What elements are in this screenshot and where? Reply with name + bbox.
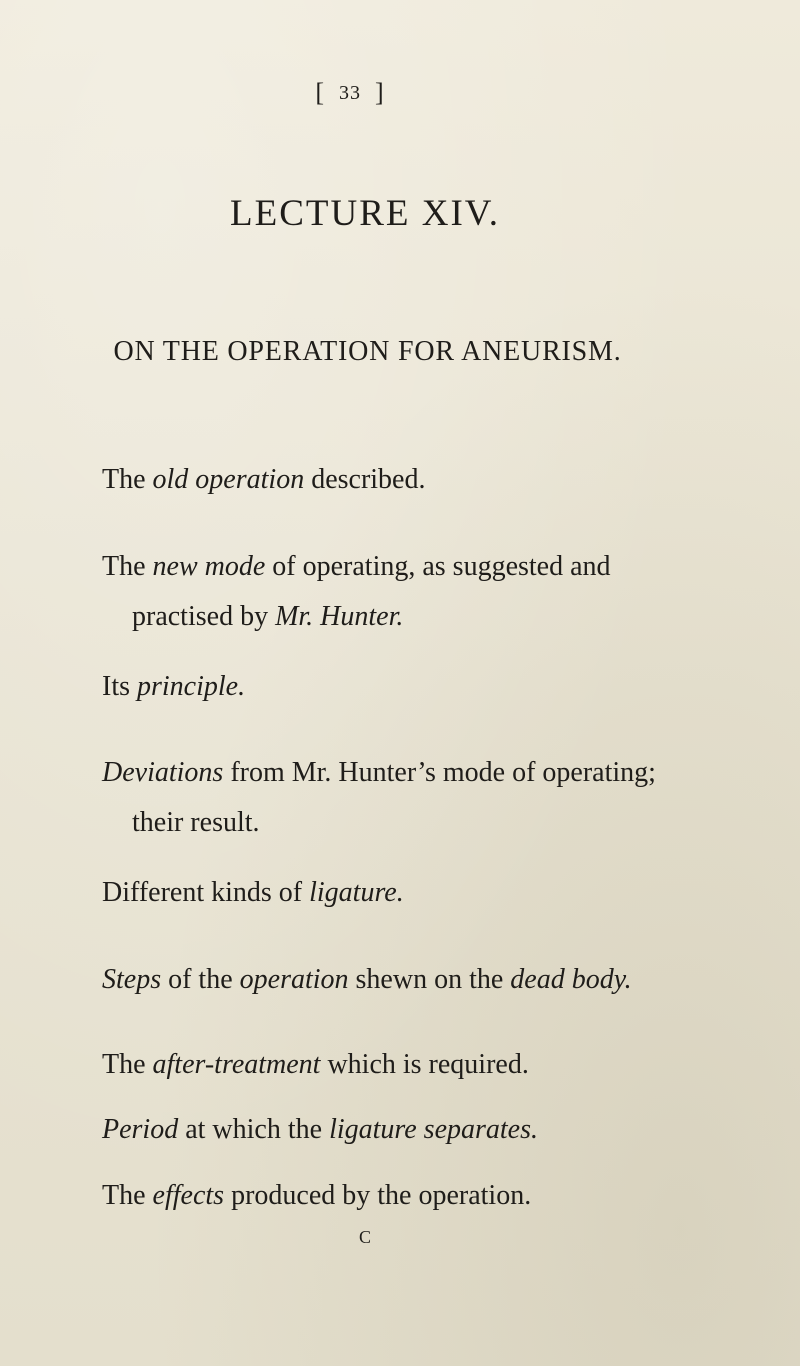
synopsis-entry: Steps of the operation shewn on the dead body.	[102, 964, 632, 995]
lecture-subtitle: ON THE OPERATION FOR ANEURISM.	[113, 336, 622, 367]
synopsis-entry: The effects produced by the operation.	[102, 1180, 532, 1211]
page-number-header	[0, 78, 700, 108]
synopsis-entry: Its principle.	[102, 671, 246, 702]
entry-continuation: practised by Mr. Hunter.	[132, 601, 404, 632]
synopsis-entry: The after-treatment which is required.	[102, 1049, 529, 1080]
signature-mark: C	[358, 1227, 371, 1247]
synopsis-entry: The new mode of operating, as suggested and practised by Mr. Hunter.	[102, 542, 611, 642]
entry-continuation: their result.	[132, 807, 260, 838]
synopsis-entry: The old operation described.	[102, 464, 426, 495]
lecture-title: LECTURE XIV.	[230, 193, 500, 234]
bracket-open: [	[315, 78, 325, 107]
synopsis-entry: Period at which the ligature separates.	[102, 1114, 539, 1145]
bracket-close: ]	[375, 78, 385, 107]
synopsis-entry: Different kinds of ligature.	[102, 877, 404, 908]
synopsis-entry: Deviations from Mr. Hunter’s mode of operating; their result.	[102, 748, 656, 848]
page-number: 33	[339, 82, 361, 104]
